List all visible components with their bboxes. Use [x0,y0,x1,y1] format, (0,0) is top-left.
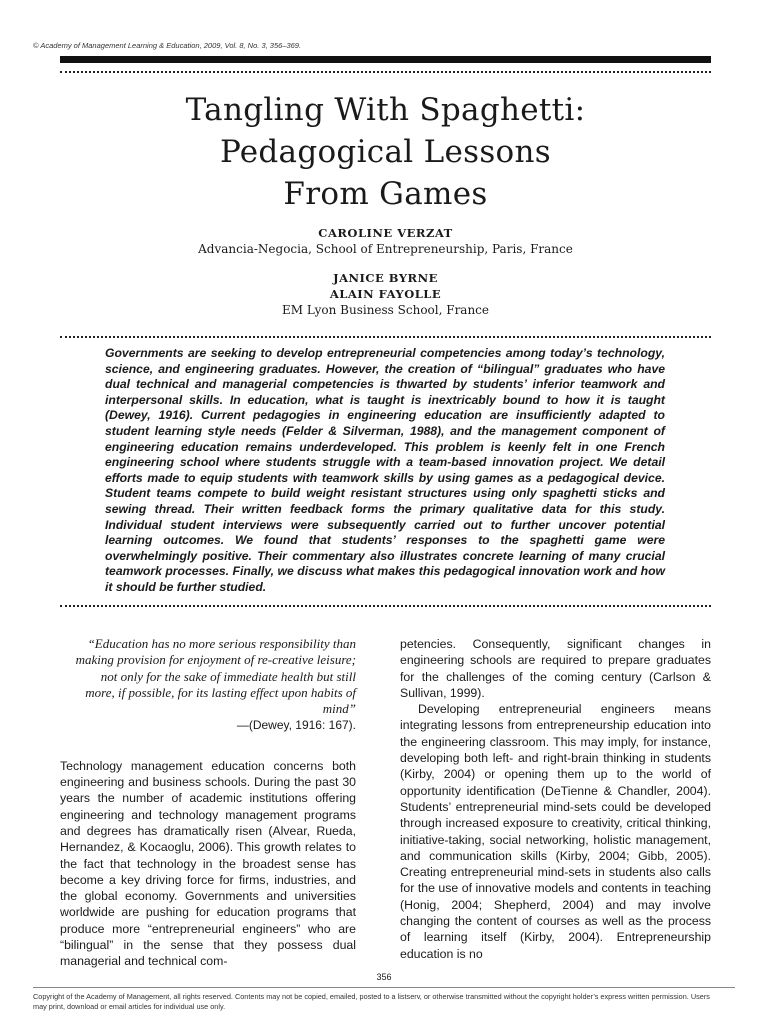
title-line: From Games [283,176,488,212]
epigraph-quote: “Education has no more serious responsibility than making provision for enjoyment of re-creative leisure; not only for the sake of immediate health but still more, if possible, for its lasting effect upon habits of mind” [75,636,356,717]
author-block-1 [60,225,711,257]
page-number: 356 [376,972,392,982]
abstract-bottom-dotted-rule [60,605,711,607]
abstract-top-dotted-rule [60,336,711,338]
article-title [60,89,711,215]
author-name: ALAIN FAYOLLE [329,287,442,301]
header-rule [60,56,711,63]
author-block-2 [60,270,711,318]
abstract: Governments are seeking to develop entrepreneurial competencies among today’s technology, science, and engineering graduates. However, the creation of “bilingual” graduates who have dual technical and managerial competencies is thwarted by students’ inferior teamwork and interpersonal skills. In education, what is taught is inextricably bound to how it is taught (Dewey, 1916). Current pedagogies in engineering education are insufficiently adapted to student learning style needs (Felder & Silverman, 1988), and the management component of engineering education remains underdeveloped. This problem is keenly felt in one French engineering school where students struggle with a team-based innovation project. We detail efforts made to equip students with teamwork skills by using games as a pedagogical device. Student teams compete to build weight resistant structures using only spaghetti sticks and sewing thread. Their written feedback forms the primary qualitative data for this study. Individual student interviews were subsequently carried out to further uncover potential learning outcomes. We found that students’ responses to the spaghetti game were overwhelmingly positive. Their commentary also illustrates concrete learning of many crucial teamwork processes. Finally, we discuss what makes this pedagogical innovation work and how it should be further studied. [105,346,665,594]
left-column [60,636,356,970]
journal-citation: © Academy of Management Learning & Education, 2009, Vol. 8, No. 3, 356–369. [33,41,302,50]
right-column [400,636,711,962]
author-name: JANICE BYRNE [333,271,438,285]
body-paragraph: Developing entrepreneurial engineers means integrating lessons from entrepreneurship education into the engineering classroom. This may imply, for instance, developing both left- and right-brain thinking in students (Kirby, 2004) or opening them up to the world of opportunity identification (DeTienne & Chandler, 2004). Students’ entrepreneurial mind-sets could be developed through increased exposure to creativity, critical thinking, initiative-taking, social networking, holistic management, and communication skills (Kirby, 2004; Gibb, 2005). Creating entrepreneurial mind-sets in students also calls for the use of innovative models and contents in teaching (Honig, 2004; Shepherd, 2004) and may involve changing the content of courses as well as the process of learning itself (Kirby, 2004). Entrepreneurship education is no [400,702,711,961]
epigraph-citation: —(Dewey, 1916: 167). [236,718,356,733]
title-line: Tangling With Spaghetti: [185,92,586,128]
copyright-footer: Copyright of the Academy of Management, all rights reserved. Contents may not be copied, emailed, posted to a listserv, or otherwise transmitted without the copyright holder’s express written permission. Users may print, download or email articles for individual use only. [33,992,710,1011]
author-name: CAROLINE VERZAT [318,226,453,240]
body-paragraph: petencies. Consequently, significant changes in engineering schools are required to prepare graduates for the challenges of the coming century (Carlson & Sullivan, 1999). [400,637,711,700]
title-line: Pedagogical Lessons [219,134,551,170]
author-affiliation: Advancia-Negocia, School of Entrepreneurship, Paris, France [198,242,573,256]
author-affiliation: EM Lyon Business School, France [281,303,490,317]
header-dotted-rule [60,71,711,73]
body-paragraph: Technology management education concerns both engineering and business schools. During the past 30 years the number of academic institutions offering engineering and technology management programs and degrees has dramatically risen (Alvear, Rueda, Hernandez, & Kocaoglu, 2006). This growth relates to the fact that technology in the broadest sense has become a key driving force for firms, industries, and the global economy. Governments and universities worldwide are pushing for education programs that produce more “entrepreneurial engineers” who are “bilingual” in the sense that they possess dual managerial and technical com- [60,758,356,969]
footer-rule [33,987,735,988]
